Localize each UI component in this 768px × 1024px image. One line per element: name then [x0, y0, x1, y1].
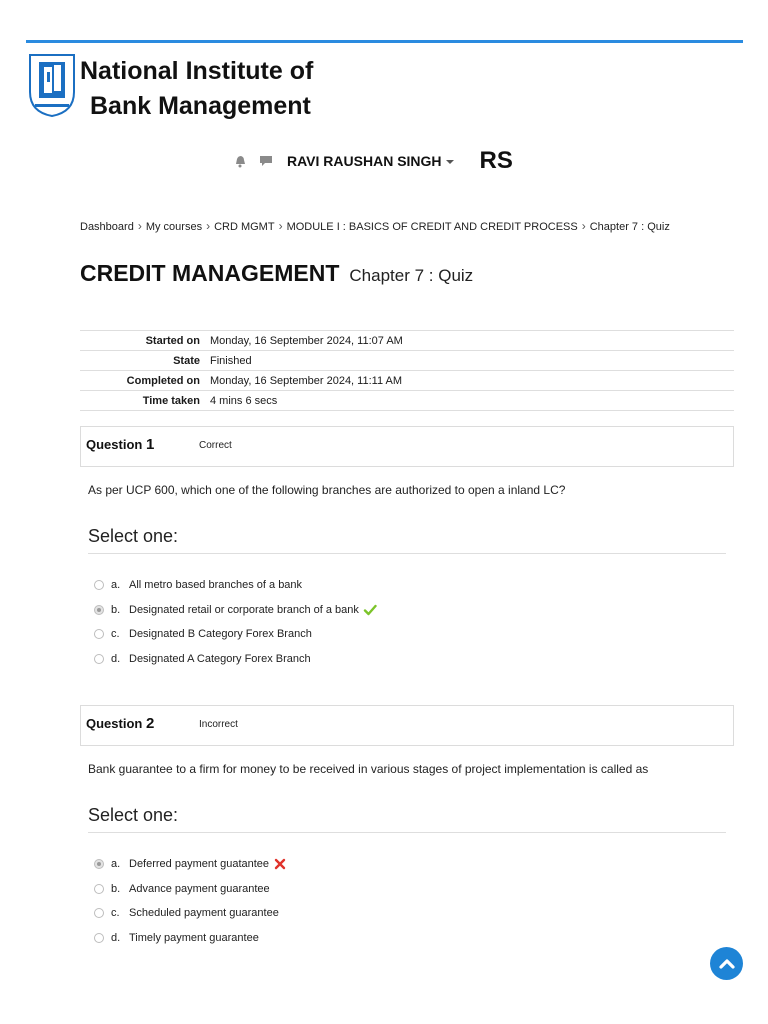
radio-button[interactable]: [94, 580, 104, 590]
quiz-subtitle: Chapter 7 : Quiz: [349, 266, 474, 285]
radio-button-selected[interactable]: [94, 859, 104, 869]
radio-button[interactable]: [94, 654, 104, 664]
option-letter: a.: [111, 858, 121, 871]
option-letter: c.: [111, 907, 120, 920]
summary-value: Monday, 16 September 2024, 11:11 AM: [210, 371, 734, 391]
breadcrumb-dashboard[interactable]: Dashboard: [80, 221, 134, 233]
option-letter: b.: [111, 603, 121, 616]
answer-option[interactable]: [94, 622, 377, 647]
breadcrumb-course[interactable]: CRD MGMT: [214, 221, 275, 233]
summary-value: Finished: [210, 351, 734, 371]
option-letter: d.: [111, 652, 121, 665]
summary-label: Time taken: [80, 391, 210, 411]
question-number: [86, 715, 154, 732]
answer-option[interactable]: [94, 926, 287, 951]
chevron-right-icon: ›: [137, 219, 142, 233]
option-letter: a.: [111, 579, 121, 592]
summary-value: Monday, 16 September 2024, 11:07 AM: [210, 331, 734, 351]
summary-label: State: [80, 351, 210, 371]
summary-row: [80, 331, 734, 351]
radio-button-selected[interactable]: [94, 605, 104, 615]
option-letter: c.: [111, 628, 120, 641]
question-label: Question: [86, 716, 143, 731]
summary-value: 4 mins 6 secs: [210, 391, 734, 411]
notification-bell-icon[interactable]: [233, 154, 247, 168]
breadcrumb-module[interactable]: MODULE I : BASICS OF CREDIT AND CREDIT PROCESS: [286, 221, 578, 233]
summary-label: Started on: [80, 331, 210, 351]
option-letter: d.: [111, 931, 121, 944]
question-number-value: 1: [145, 436, 155, 453]
attempt-summary-table: [80, 330, 734, 411]
chevron-right-icon: ›: [278, 219, 283, 233]
answer-option[interactable]: [94, 901, 287, 926]
radio-button[interactable]: [94, 908, 104, 918]
institute-name-line2: Bank Management: [90, 92, 311, 120]
breadcrumb-my-courses[interactable]: My courses: [145, 221, 203, 233]
option-text: Timely payment guarantee: [129, 931, 259, 944]
question-state: Incorrect: [199, 719, 238, 730]
option-text: Designated A Category Forex Branch: [129, 652, 311, 665]
question-1-info: [80, 426, 734, 467]
chevron-right-icon: ›: [206, 219, 211, 233]
option-text: Designated B Category Forex Branch: [129, 628, 312, 641]
summary-row: [80, 351, 734, 371]
question-label: Question: [86, 437, 143, 452]
question-1-options: [94, 573, 377, 671]
chevron-down-icon[interactable]: [446, 160, 454, 164]
question-2-text: Bank guarantee to a firm for money to be received in various stages of project implementation is called as: [88, 762, 649, 776]
user-avatar-initials[interactable]: RS: [479, 147, 513, 174]
chevron-up-icon: [717, 954, 737, 974]
answer-option[interactable]: [94, 573, 377, 598]
question-1-prompt: Select one:: [88, 526, 726, 554]
option-text: All metro based branches of a bank: [129, 579, 303, 592]
correct-check-icon: [363, 603, 377, 617]
chevron-right-icon: ›: [581, 219, 586, 233]
summary-row: [80, 371, 734, 391]
radio-button[interactable]: [94, 884, 104, 894]
user-menu-bar: [233, 146, 513, 176]
answer-option[interactable]: [94, 852, 287, 877]
option-text: Advance payment guarantee: [129, 882, 270, 895]
question-1-text: As per UCP 600, which one of the following branches are authorized to open a inland LC?: [88, 483, 566, 497]
answer-option[interactable]: [94, 598, 377, 623]
nibm-logo-icon[interactable]: [27, 52, 77, 118]
question-number-value: 2: [145, 715, 155, 732]
question-number: [86, 436, 154, 453]
course-title: CREDIT MANAGEMENT: [80, 260, 340, 286]
question-2-options: [94, 852, 287, 950]
incorrect-cross-icon: [273, 857, 287, 871]
top-accent-bar: [26, 40, 743, 43]
answer-option[interactable]: [94, 877, 287, 902]
user-name-dropdown[interactable]: RAVI RAUSHAN SINGH: [287, 153, 442, 169]
option-text: Deferred payment guatantee: [129, 858, 270, 871]
option-letter: b.: [111, 882, 121, 895]
scroll-to-top-button[interactable]: [710, 947, 743, 980]
option-text: Scheduled payment guarantee: [129, 907, 279, 920]
institute-name-line1: National Institute of: [80, 57, 314, 85]
question-state: Correct: [199, 440, 232, 451]
breadcrumb: [80, 219, 670, 233]
breadcrumb-quiz[interactable]: Chapter 7 : Quiz: [589, 221, 670, 233]
question-2-prompt: Select one:: [88, 805, 726, 833]
question-2-info: [80, 705, 734, 746]
summary-label: Completed on: [80, 371, 210, 391]
radio-button[interactable]: [94, 629, 104, 639]
answer-option[interactable]: [94, 647, 377, 672]
institute-name[interactable]: [80, 54, 313, 124]
summary-row: [80, 391, 734, 411]
option-text: Designated retail or corporate branch of a bank: [129, 603, 359, 616]
radio-button[interactable]: [94, 933, 104, 943]
page-title: [80, 260, 473, 287]
messages-chat-icon[interactable]: [259, 154, 273, 168]
